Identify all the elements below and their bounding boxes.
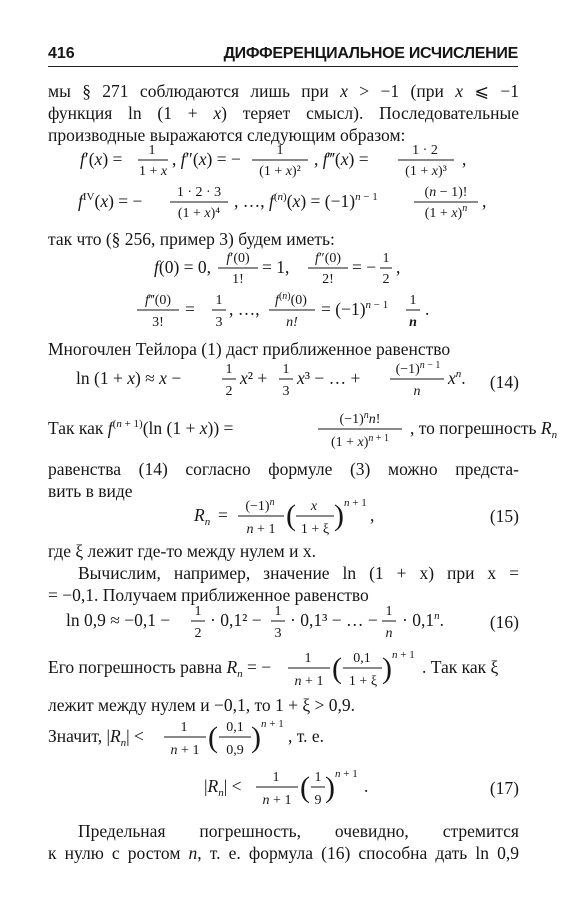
svg-text:|Rn| <: $|R_n|$ < <box>204 776 242 799</box>
svg-text:1: 1 <box>382 251 390 266</box>
svg-text:n!: n! <box>286 315 298 330</box>
svg-text:· 0,1n.: · $0,1^n$. <box>402 610 444 630</box>
text-line: = −0,1. Получаем приближенное равенство <box>48 585 369 605</box>
svg-text:n: n <box>413 384 421 399</box>
svg-text:n + 1: n + 1 <box>262 793 292 808</box>
svg-text:f‴(0): f‴(0) <box>144 293 172 308</box>
svg-text:1!: 1! <box>232 272 244 287</box>
svg-text:1: 1 <box>314 770 322 785</box>
svg-text:n + 1: n + 1 <box>344 497 367 509</box>
text-line: равенства (14) согласно формуле (3) можно предста- <box>48 459 519 479</box>
svg-text:1: 1 <box>409 293 417 308</box>
text-line: Вычислим, например, значение ln (1 + x) при x = <box>78 563 519 583</box>
text-line: Предельная погрешность, очевидно, стремится <box>78 821 519 841</box>
svg-text:(1 + x)³: (1 + x)³ <box>405 164 447 179</box>
equation-values-2 <box>137 290 437 334</box>
svg-text:0,1: 0,1 <box>353 651 371 666</box>
text-line: вить в виде <box>48 481 133 501</box>
svg-text:1 · 2: 1 · 2 <box>412 143 438 158</box>
svg-text:3!: 3! <box>152 315 164 330</box>
svg-text:.: . <box>425 299 430 319</box>
equation-14 <box>76 358 476 404</box>
svg-text:n + 1: n + 1 <box>170 743 200 758</box>
svg-text:): ) <box>251 721 261 754</box>
running-title: ДИФФЕРЕНЦИАЛЬНОЕ ИСЧИСЛЕНИЕ <box>223 45 518 62</box>
svg-text:Так как f(n + 1)(ln (1 + x)) =: Так как $f^{(n + 1)}(\ln$ (1 + x)) = <box>48 418 234 438</box>
svg-text:fIV(x) = −: $f^{IV}(x)$ = − <box>78 191 143 211</box>
svg-text:xn.: $x^n$. <box>448 368 466 388</box>
svg-text:n + 1: n + 1 <box>392 649 415 661</box>
svg-text:1: 1 <box>276 143 284 158</box>
svg-text:(1 + x)²: (1 + x)² <box>259 164 301 179</box>
svg-text:1: 1 <box>225 362 233 377</box>
svg-text:1: 1 <box>272 770 280 785</box>
svg-text:= −: = − <box>352 257 377 277</box>
svg-text:): ) <box>325 771 335 804</box>
equation-derivatives-1 <box>80 140 490 182</box>
svg-text:x: x <box>310 499 318 514</box>
svg-text:f″(0): f″(0) <box>314 251 342 266</box>
equation-number: (17) <box>489 778 519 798</box>
text-line: так что (§ 256, пример 3) будем иметь: <box>48 229 335 249</box>
svg-text:1 + x: 1 + x <box>138 164 168 179</box>
svg-text:f′(0): f′(0) <box>226 251 250 266</box>
svg-text:1: 1 <box>385 604 393 619</box>
svg-text:): ) <box>382 652 392 685</box>
svg-text:1: 1 <box>282 362 290 377</box>
svg-text:3: 3 <box>274 626 282 641</box>
running-header <box>48 41 518 65</box>
text-line-with-formula <box>48 714 368 764</box>
svg-text:, f″(x) = −: , f″(x) = − <box>172 149 241 169</box>
svg-text:n + 1: n + 1 <box>294 674 324 689</box>
equation-15 <box>194 494 394 542</box>
equation-number: (15) <box>489 506 519 526</box>
text-line: функция ln (1 + x) теряет смысл). Последовательные <box>48 103 519 123</box>
svg-text:ln 0,9 ≈ −0,1 −: ln 0,9 ≈ −0,1 − <box>66 610 171 630</box>
svg-text:= (−1)n − 1: = $(-1)^{n - 1}$ <box>321 299 389 319</box>
svg-text:, f‴(x) =: , f‴(x) = <box>314 149 369 169</box>
text-line: лежит между нулем и −0,1, то 1 + ξ > 0,9. <box>48 695 356 715</box>
text-line-with-formula <box>48 646 520 694</box>
svg-text:· 0,1³ − … −: · 0,1³ − … − <box>290 610 378 630</box>
text-line: мы § 271 соблюдаются лишь при x > −1 (при x ⩽ −1 <box>48 81 519 101</box>
svg-text:2!: 2! <box>322 272 334 287</box>
svg-text:1 + ξ: 1 + ξ <box>300 522 330 537</box>
text-line: Многочлен Тейлора (1) даст приближенное равенство <box>48 339 451 359</box>
svg-text:, …, f(n)(x) = (−1)n − 1: , …, $f^{(n)}(x) = (-1)^{n - 1}$ <box>234 191 378 211</box>
svg-text:1: 1 <box>180 720 188 735</box>
text-line-with-formula <box>48 408 558 454</box>
svg-text:x² +: x² + <box>240 368 268 388</box>
svg-text:· 0,1² −: · 0,1² − <box>210 610 262 630</box>
svg-text:,: , <box>462 149 467 169</box>
svg-text:(: ( <box>332 652 342 685</box>
svg-text:(: ( <box>300 771 310 804</box>
equation-derivatives-2 <box>78 182 498 224</box>
svg-text:n + 1: n + 1 <box>246 522 276 537</box>
svg-text:, …,: , …, <box>229 299 260 319</box>
svg-text:1: 1 <box>274 604 282 619</box>
equation-17 <box>204 764 384 814</box>
svg-text:1 · 2 · 3: 1 · 2 · 3 <box>176 185 222 200</box>
svg-text:=: = <box>185 299 195 319</box>
svg-text:): ) <box>334 499 344 532</box>
svg-text:2: 2 <box>225 384 233 399</box>
svg-text:n + 1: n + 1 <box>261 718 284 730</box>
svg-text:f(n)(0): $f^{(n)}(0)$ <box>275 291 307 308</box>
equation-16 <box>66 600 486 646</box>
svg-text:1: 1 <box>215 293 223 308</box>
svg-text:f(0) = 0,: f(0) = 0, <box>154 257 212 277</box>
svg-text:3: 3 <box>215 315 223 330</box>
svg-text:n: n <box>409 315 417 330</box>
svg-text:Значит, |Rn| <: Значит, $|R_n|$ < <box>48 726 144 749</box>
svg-text:n + 1: n + 1 <box>335 768 358 780</box>
svg-text:0,9: 0,9 <box>226 743 244 758</box>
svg-text:2: 2 <box>382 272 390 287</box>
svg-text:(: ( <box>286 499 296 532</box>
svg-text:=: = <box>218 505 228 525</box>
svg-text:,: , <box>482 191 487 211</box>
svg-text:(: ( <box>208 721 218 754</box>
svg-text:.: . <box>364 776 369 796</box>
svg-text:1: 1 <box>194 604 202 619</box>
svg-text:Его погрешность равна Rn = −: Его погрешность равна $R_n$ = − <box>48 657 272 680</box>
text-line: где ξ лежит где-то между нулем и x. <box>48 541 316 561</box>
text-line: к нулю с ростом n, т. е. формула (16) способна дать ln 0,9 <box>48 843 519 863</box>
svg-text:n: n <box>385 626 393 641</box>
svg-text:, т. е.: , т. е. <box>288 726 324 746</box>
svg-text:,: , <box>396 257 401 277</box>
header-rule <box>48 66 518 67</box>
svg-text:1 + ξ: 1 + ξ <box>348 674 378 689</box>
svg-text:(1 + x)⁴: (1 + x)⁴ <box>177 206 221 221</box>
svg-text:(n − 1)!: (n − 1)! <box>424 185 468 200</box>
equation-values-1 <box>154 248 424 290</box>
svg-text:2: 2 <box>194 626 202 641</box>
equation-number: (14) <box>489 372 519 392</box>
svg-text:(−1)nn!: $(-1)^nn$! <box>339 410 381 427</box>
svg-text:(−1)n: $(-1)^n$ <box>245 497 275 514</box>
svg-text:(1 + x)n + 1: $(1 + x)^{n + 1}$ <box>330 433 390 450</box>
svg-text:,: , <box>370 505 375 525</box>
svg-text:x³ − … +: x³ − … + <box>297 368 361 388</box>
svg-text:1: 1 <box>148 143 156 158</box>
svg-text:0,1: 0,1 <box>226 720 244 735</box>
text-line: производные выражаются следующим образом: <box>48 125 406 145</box>
svg-text:(1 + x)n: $(1 + x)^n$ <box>424 203 468 221</box>
svg-text:Rn: $R_n$ <box>194 505 211 528</box>
svg-text:. Так как ξ: . Так как ξ <box>422 657 499 677</box>
svg-text:9: 9 <box>314 793 322 808</box>
svg-text:3: 3 <box>282 384 290 399</box>
svg-text:f′(x) =: f′(x) = <box>80 149 123 169</box>
equation-number: (16) <box>489 612 519 632</box>
svg-text:= 1,: = 1, <box>262 257 290 277</box>
svg-text:1: 1 <box>304 651 312 666</box>
svg-text:, то погрешность Rn: , то погрешность $R_n$ <box>410 418 558 441</box>
svg-text:ln (1 + x) ≈ x −: ln (1 + x) ≈ x − <box>76 368 182 388</box>
svg-text:(−1)n − 1: $(-1)^{n - 1}$ <box>395 360 441 377</box>
page-number: 416 <box>48 45 75 62</box>
